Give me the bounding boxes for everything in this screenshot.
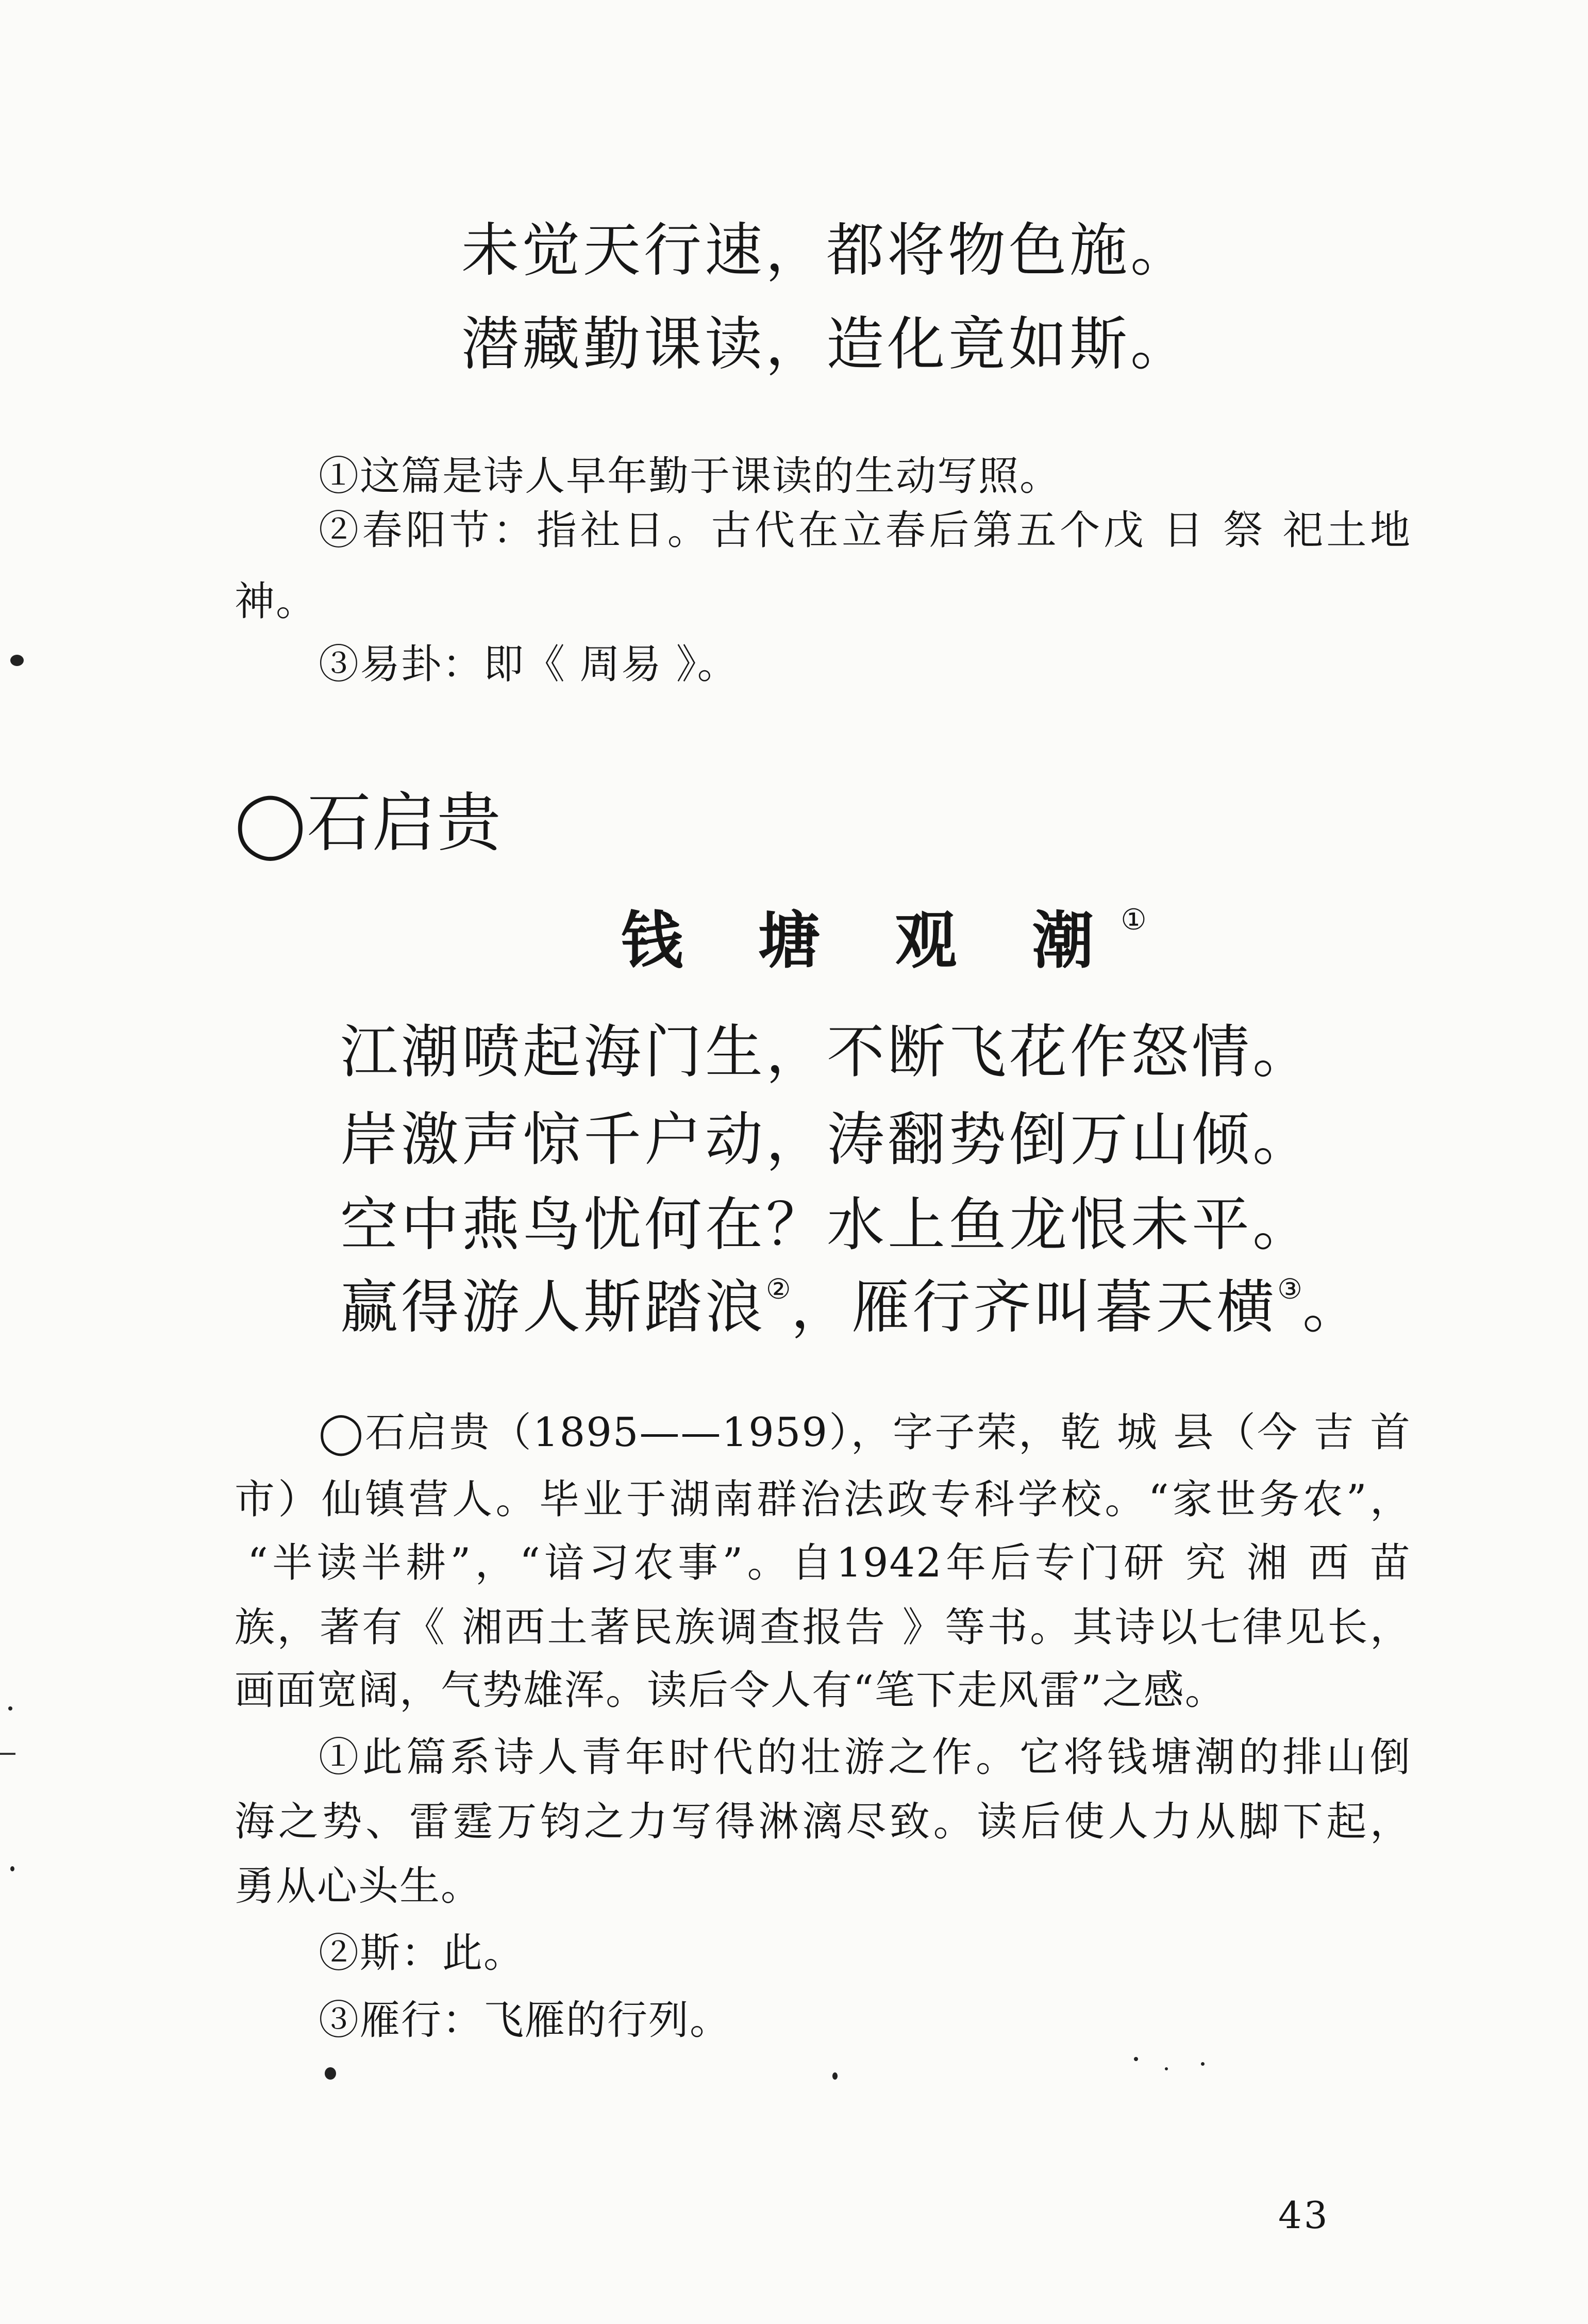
poem-line-2: 岸激声惊千户动，涛翻势倒万山倾。 [340,1106,1313,1173]
poem-line-4-part-1: 赢得游人斯踏浪 [340,1274,766,1341]
top-note-2-continued: 神。 [235,578,317,625]
poem-title [621,903,1147,977]
poem-note-mark-2: ② [766,1273,791,1305]
poem-note-mark-3: ③ [1277,1273,1302,1305]
annotation-2: ②斯：此。 [319,1930,525,1977]
author-heading: ◯石启贵 [235,786,502,860]
top-note-2: ②春阳节：指社日。古代在立春后第五个戊 日 祭 祀土地 [319,507,1411,554]
bio-line-3: “半读半耕”，“谙习农事”。自1942年后专门研 究 湘 西 苗 [247,1540,1411,1586]
poem-line-4-part-3: 。 [1302,1274,1363,1341]
bio-line-4: 族，著有《 湘西土著民族调查报告 》等书。其诗以七律见长， [235,1604,1411,1651]
scan-edge-mark [0,1753,15,1755]
annotation-3: ③雁行：飞雁的行列。 [319,1997,731,2044]
page-number: 43 [1278,2194,1330,2237]
bio-line-2: 市）仙镇营人。毕业于湖南群治法政专科学校。“家世务农”， [235,1476,1411,1523]
poem-title-text: 钱 塘 观 潮 [621,904,1121,977]
top-poem-line-2: 潜藏勤课读，造化竟如斯。 [461,311,1191,378]
top-note-1: ①这篇是诗人早年勤于课读的生动写照。 [319,453,1061,500]
annotation-1-line-1: ①此篇系诗人青年时代的壮游之作。它将钱塘潮的排山倒 [319,1734,1411,1781]
annotation-1-line-2: 海之势、雷霆万钧之力写得淋漓尽致。读后使人力从脚下起， [235,1799,1411,1845]
top-poem-line-1: 未觉天行速，都将物色施。 [461,217,1191,284]
scan-speck [1134,2057,1138,2061]
scan-speck [1165,2067,1168,2070]
poem-title-note-mark: ① [1121,903,1147,937]
annotation-1-line-3: 勇从心头生。 [235,1863,482,1910]
scan-speck [10,655,24,666]
scan-speck [10,1866,14,1871]
bio-line-5: 画面宽阔，气势雄浑。读后令人有“笔下走风雷”之感。 [235,1667,1226,1714]
poem-line-3: 空中燕鸟忧何在？水上鱼龙恨未平。 [340,1191,1313,1258]
bio-line-1: ◯石启贵（1895——1959），字子荣，乾 城 县（今 吉 首 [319,1409,1411,1456]
poem-line-4 [340,1273,1363,1341]
scan-speck [8,1706,12,1711]
scan-speck [325,2067,336,2080]
poem-line-4-part-2: ，雁行齐叫暮天横 [791,1274,1278,1341]
poem-line-1: 江潮喷起海门生，不断飞花作怒情。 [340,1019,1313,1086]
scan-speck [832,2072,838,2080]
scan-speck [1201,2062,1205,2066]
top-note-3: ③易卦：即《 周易 》。 [319,641,739,688]
